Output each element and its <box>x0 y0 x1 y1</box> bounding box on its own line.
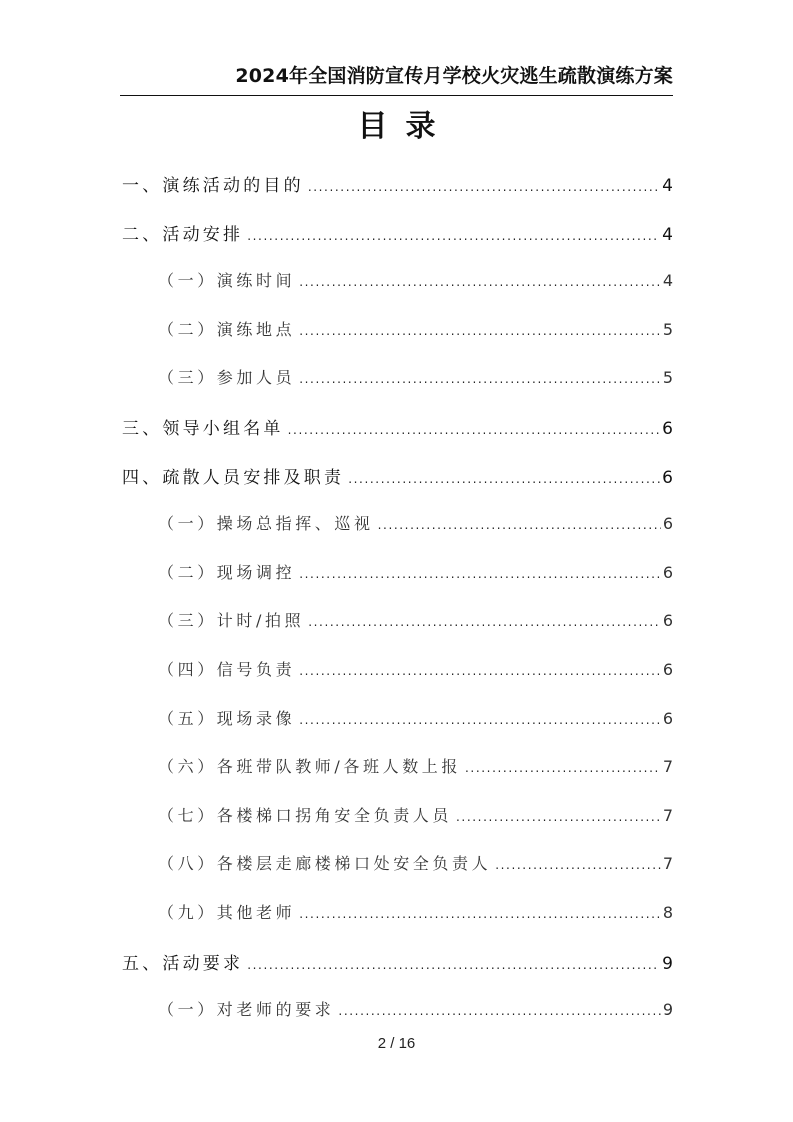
dot-leader <box>465 757 661 776</box>
dot-leader <box>288 419 661 439</box>
toc-entry-label: 一、演练活动的目的 <box>122 176 304 196</box>
toc-entry-page: 5 <box>662 368 673 388</box>
dot-leader <box>348 468 660 488</box>
dot-leader <box>495 854 661 873</box>
toc-entry-label: （五）现场录像 <box>158 708 296 728</box>
toc-entry-label: 五、活动要求 <box>122 953 244 974</box>
dot-leader <box>299 368 661 387</box>
toc-entry-page: 7 <box>662 805 673 825</box>
toc-entry-page: 6 <box>662 611 673 631</box>
toc-subentry[interactable] <box>122 268 673 317</box>
toc-entry-label: 二、活动安排 <box>122 224 244 245</box>
toc-entry-page: 6 <box>662 659 673 679</box>
toc-subentry[interactable] <box>122 608 673 657</box>
toc-subentry[interactable] <box>122 851 673 900</box>
dot-leader <box>308 611 661 630</box>
dot-leader <box>299 903 661 922</box>
dot-leader <box>299 660 661 679</box>
toc-entry-label: （三）参加人员 <box>158 368 296 388</box>
dot-leader <box>456 806 661 825</box>
dot-leader <box>378 514 661 533</box>
dot-leader <box>338 1000 660 1019</box>
toc-subentry[interactable] <box>122 657 673 706</box>
toc-entry-label: （四）信号负责 <box>158 659 296 679</box>
dot-leader <box>299 563 661 582</box>
toc-subentry[interactable] <box>122 317 673 366</box>
toc-subentry[interactable] <box>122 560 673 609</box>
toc-subentry[interactable] <box>122 706 673 755</box>
toc-entry-label: 三、领导小组名单 <box>122 418 284 439</box>
toc-entry-page: 8 <box>662 902 673 922</box>
toc-entry[interactable] <box>122 220 673 269</box>
dot-leader <box>247 225 660 245</box>
toc-entry[interactable] <box>122 414 673 463</box>
dot-leader <box>299 709 661 728</box>
dot-leader <box>247 954 660 974</box>
document-title: 2024年全国消防宣传月学校火灾逃生疏散演练方案 <box>235 65 673 87</box>
toc-entry-page: 4 <box>662 176 673 196</box>
toc-entry-page: 6 <box>662 708 673 728</box>
toc-entry-page: 4 <box>662 224 673 245</box>
toc-entry-label: （一）操场总指挥、巡视 <box>158 514 374 534</box>
toc-entry-label: （三）计时/拍照 <box>158 611 305 631</box>
toc-entry-label: （二）现场调控 <box>158 562 296 582</box>
toc-entry[interactable] <box>122 949 673 998</box>
toc-entry-page: 6 <box>662 467 673 488</box>
toc-subentry[interactable] <box>122 365 673 414</box>
toc-entry-label: （六）各班带队教师/各班人数上报 <box>158 757 461 777</box>
toc-title: 目录 <box>357 109 454 144</box>
toc-entry-page: 7 <box>662 854 673 874</box>
toc-entry[interactable] <box>122 463 673 512</box>
dot-leader <box>299 320 661 339</box>
toc-subentry[interactable] <box>122 900 673 949</box>
toc-entry-label: （七）各楼梯口拐角安全负责人员 <box>158 805 453 825</box>
toc-entry-page: 7 <box>662 757 673 777</box>
page-header <box>120 60 673 96</box>
toc-subentry[interactable] <box>122 511 673 560</box>
toc-entry[interactable] <box>122 171 673 220</box>
toc-entry-page: 6 <box>662 562 673 582</box>
toc-entry-label: （八）各楼层走廊楼梯口处安全负责人 <box>158 854 492 874</box>
toc-entry-label: （二）演练地点 <box>158 319 296 339</box>
toc-subentry[interactable] <box>122 754 673 803</box>
page-number: 2 / 16 <box>377 1035 416 1052</box>
toc-entry-label: （九）其他老师 <box>158 902 296 922</box>
table-of-contents <box>122 171 673 1046</box>
toc-entry-label: 四、疏散人员安排及职责 <box>122 467 345 488</box>
toc-entry-page: 5 <box>662 319 673 339</box>
toc-entry-page: 9 <box>662 1000 673 1020</box>
dot-leader <box>308 176 660 196</box>
toc-entry-page: 6 <box>662 514 673 534</box>
toc-entry-page: 9 <box>662 953 673 974</box>
dot-leader <box>299 271 661 290</box>
toc-entry-page: 6 <box>662 418 673 439</box>
toc-subentry[interactable] <box>122 803 673 852</box>
toc-entry-page: 4 <box>662 271 673 291</box>
toc-entry-label: （一）对老师的要求 <box>158 1000 335 1020</box>
toc-entry-label: （一）演练时间 <box>158 271 296 291</box>
